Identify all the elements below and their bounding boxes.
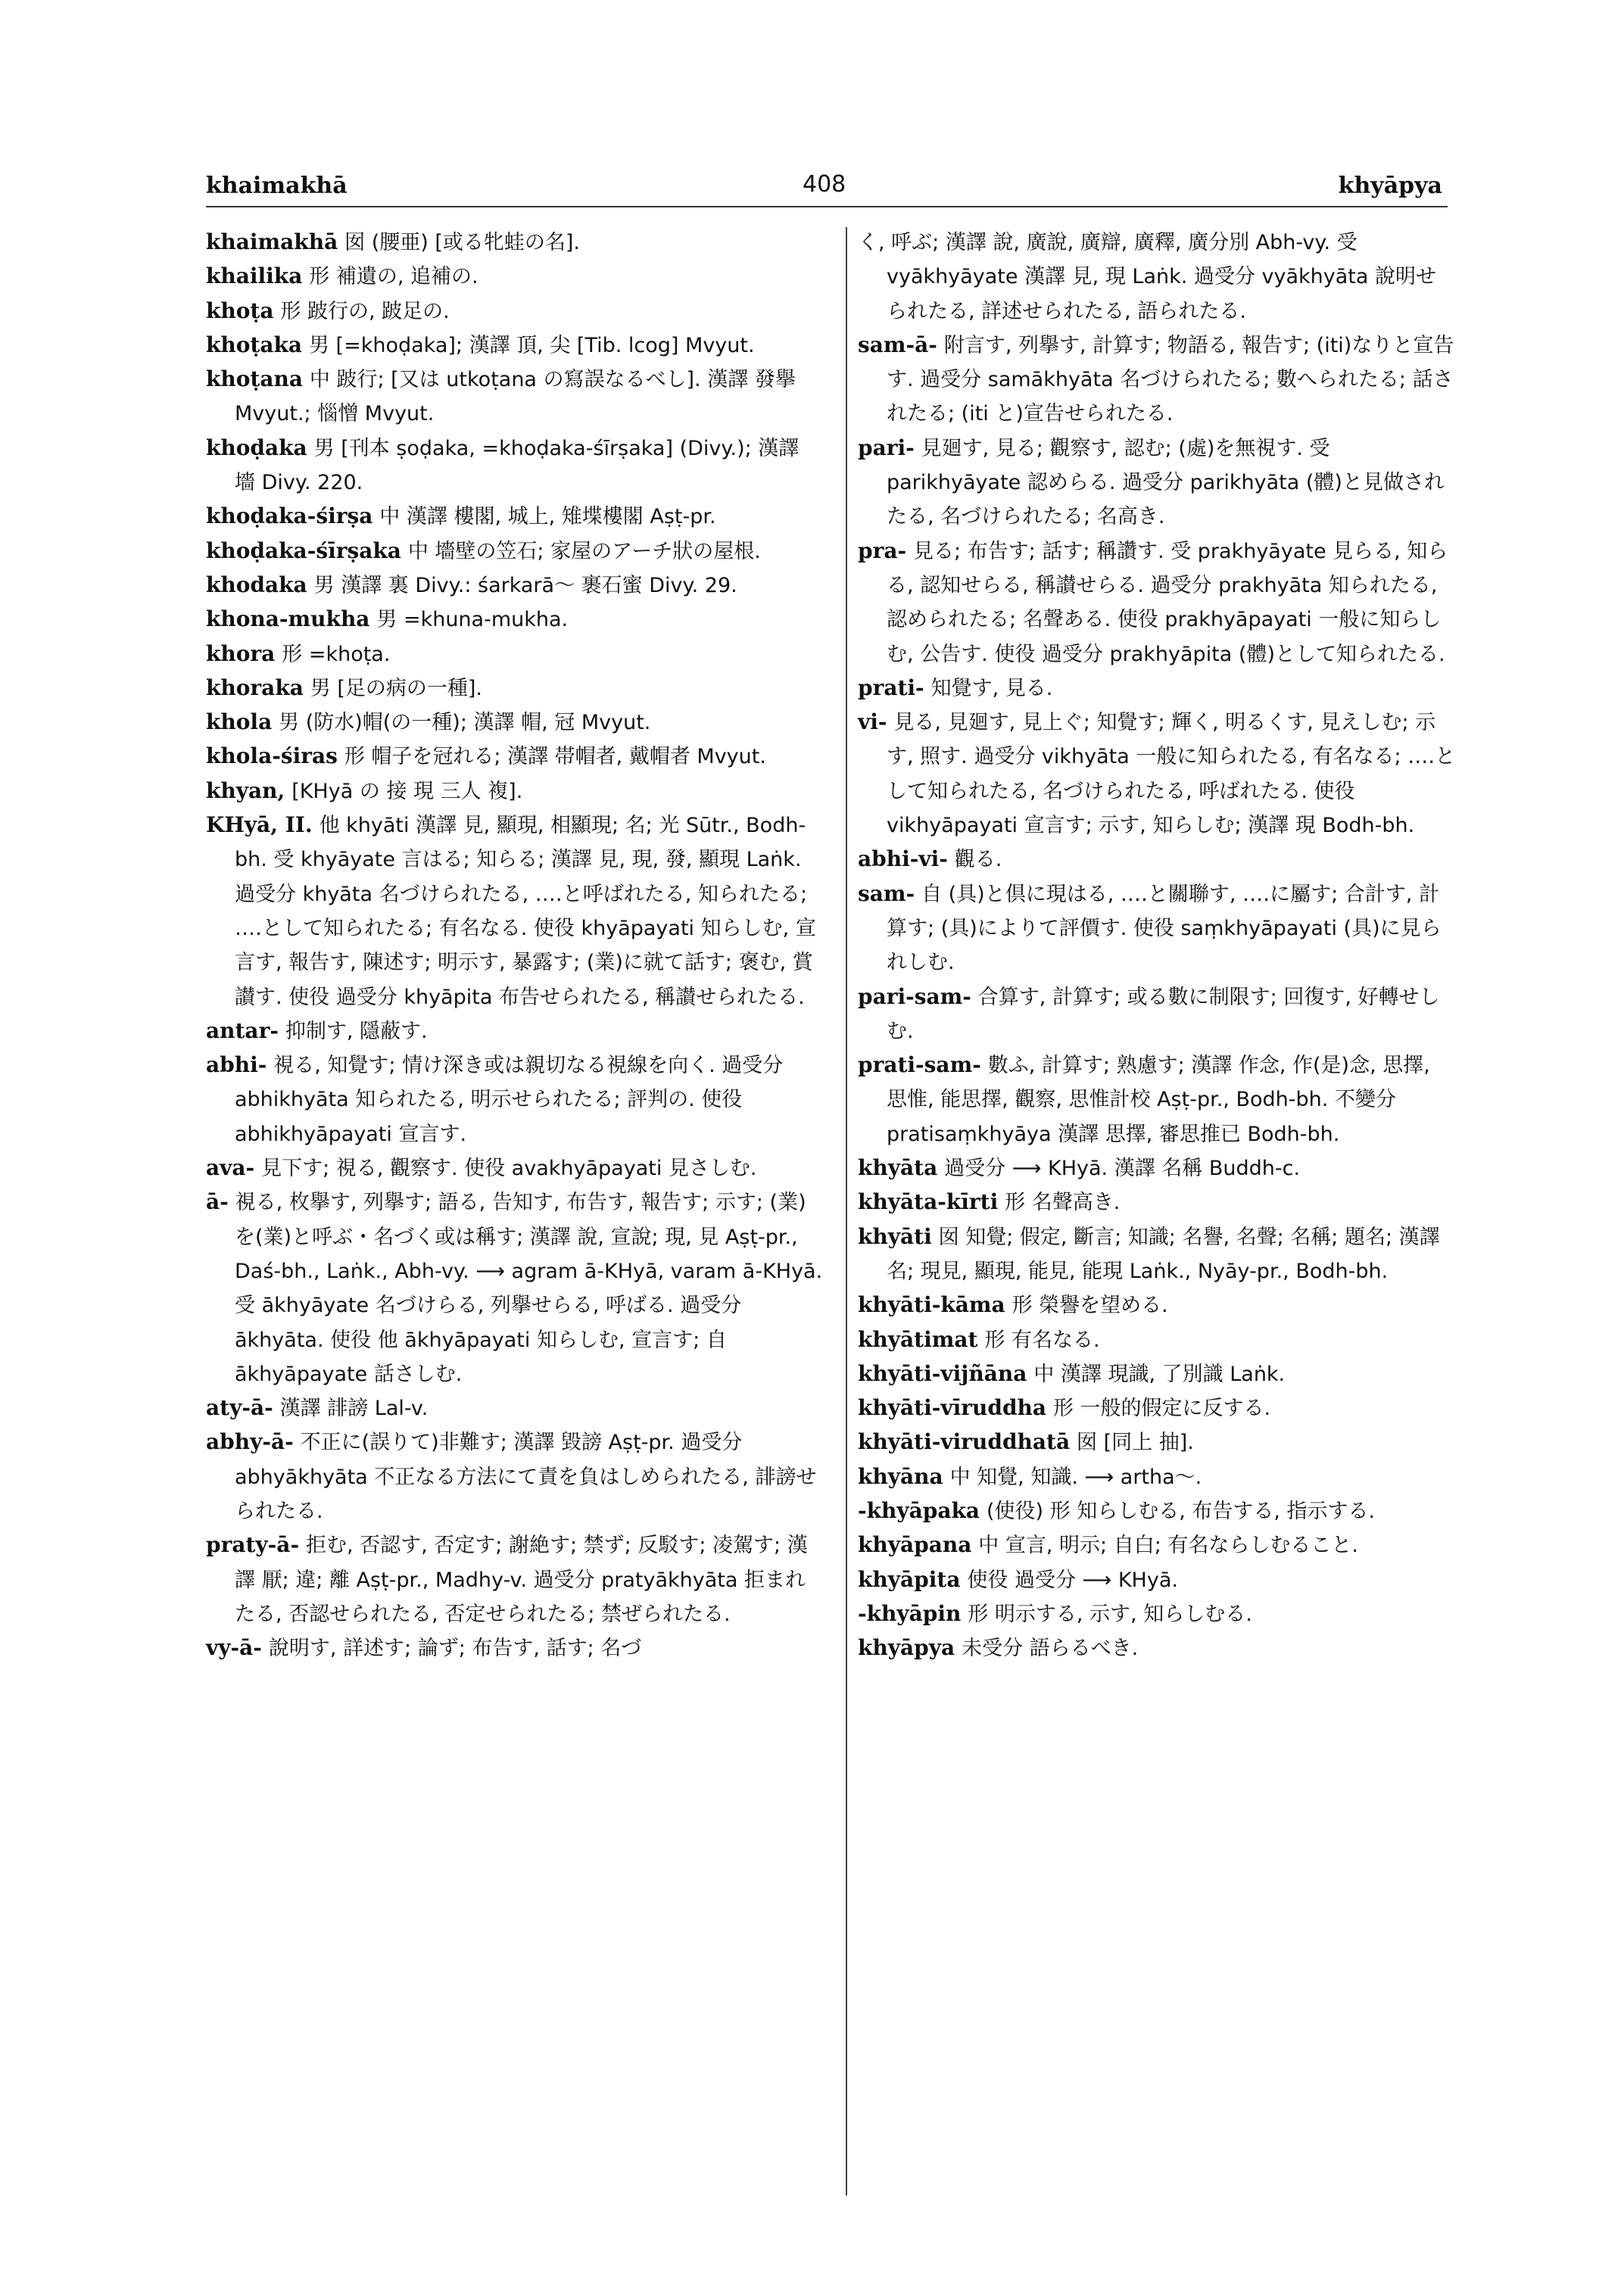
entry-definition: 形 明示する, 示す, 知らしむる. bbox=[968, 1602, 1252, 1626]
dictionary-entry bbox=[206, 329, 823, 363]
entry-definition: 中 漢譯 樓閣, 城上, 雉堞樓閣 Aṣṭ-pr. bbox=[379, 505, 716, 529]
entry-definition: 觀る. bbox=[954, 848, 1002, 872]
entry-definition: 中 跛行; [又は utkoṭana の寫誤なるべし]. 漢譯 發擧 Mvyut.; 惱憎 Mvyut. bbox=[235, 368, 796, 426]
entry-headword: khyāti-vijñāna bbox=[858, 1360, 1027, 1386]
entry-headword: khyan, bbox=[206, 777, 285, 803]
dictionary-entry bbox=[206, 808, 823, 1014]
dictionary-entry bbox=[858, 1220, 1456, 1289]
entry-headword: vi- bbox=[858, 709, 887, 735]
entry-definition: く, 呼ぶ; 漢譯 說, 廣說, 廣辯, 廣釋, 廣分別 Abh-vy. 受 vyākhyāyate 漢譯 見, 現 Laṅk. 過受分 vyākhyāta 說明せられたる, 詳述せられたる, 語られたる. bbox=[858, 231, 1436, 323]
entry-headword: khoḍaka-śirṣa bbox=[206, 503, 373, 529]
dictionary-entry bbox=[206, 740, 823, 774]
entry-definition: 他 khyāti 漢譯 見, 顯現, 相顯現; 名; 光 Sūtr., Bodh-bh. 受 khyāyate 言はる; 知らる; 漢譯 見, 現, 發, 顯現 Laṅk. 過受分 khyāta 名づけられたる, ‥‥と呼ばれたる, 知られたる; ‥‥として知られたる; 有名なる. 使役 khyāpayati 知らしむ, 宣言す, 報告す, 陳述す; 明示す, 暴露す; (業)に就て話す; 褒む, 賞讃す. 使役 過受分 khyāpita 布告せられたる, 稱讃せられたる. bbox=[235, 814, 816, 1009]
entry-definition: 男 [=khoḍaka]; 漢譯 頂, 尖 [Tib. lcog] Mvyut. bbox=[308, 333, 755, 357]
entry-definition: 中 宣言, 明示; 自白; 有名ならしむること. bbox=[978, 1534, 1358, 1558]
dictionary-entry bbox=[206, 1185, 823, 1391]
dictionary-entry bbox=[858, 1185, 1456, 1220]
entry-headword: khyāti-viruddhatā bbox=[858, 1429, 1071, 1455]
entry-headword: ava- bbox=[206, 1155, 255, 1181]
dictionary-entry bbox=[206, 569, 823, 603]
column-divider bbox=[846, 227, 847, 2195]
dictionary-entry bbox=[206, 260, 823, 294]
entry-definition: 數ふ, 計算す; 熟慮す; 漢譯 作念, 作(是)念, 思擇, 思惟, 能思擇, 觀察, 思惟計校 Aṣṭ-pr., Bodh-bh. 不變分 pratisaṃkhyāya 漢譯 思擇, 審思推已 Bodh-bh. bbox=[887, 1054, 1430, 1146]
entry-headword: khoṭaka bbox=[206, 332, 303, 357]
entry-headword: prati-sam- bbox=[858, 1052, 981, 1078]
dictionary-entry bbox=[206, 1151, 823, 1185]
running-head-left: khaimakhā bbox=[206, 173, 348, 199]
entry-definition: 不正に(誤りて)非難す; 漢譯 毀謗 Aṣṭ-pr. 過受分 abhyākhyāta 不正なる方法にて責を負はしめられたる, 誹謗せられたる. bbox=[235, 1431, 817, 1523]
entry-headword: khoḍaka-śīrṣaka bbox=[206, 537, 401, 563]
entry-definition: [KHyā の 接 現 三人 複]. bbox=[291, 779, 523, 803]
entry-headword: khyāta bbox=[858, 1155, 938, 1181]
entry-headword: khola bbox=[206, 709, 273, 735]
dictionary-entry bbox=[858, 1323, 1456, 1357]
dictionary-entry bbox=[206, 637, 823, 671]
dictionary-entry bbox=[858, 1391, 1456, 1425]
left-column bbox=[206, 226, 823, 1665]
dictionary-entry bbox=[858, 1494, 1456, 1528]
entry-definition: 男 [刊本 ṣoḍaka, =khoḍaka-śīrṣaka] (Divy.); 漢譯 墻 Divy. 220. bbox=[235, 436, 800, 495]
entry-definition: 形 名聲高き. bbox=[1005, 1191, 1121, 1215]
dictionary-entry bbox=[206, 500, 823, 534]
entry-definition: 合算す, 計算す; 或る數に制限す; 回復す, 好轉せしむ. bbox=[887, 985, 1440, 1043]
dictionary-entry bbox=[858, 980, 1456, 1049]
entry-headword: khyāti-kāma bbox=[858, 1292, 1005, 1318]
entry-definition: 見下す; 視る, 觀察す. 使役 avakhyāpayati 見さしむ. bbox=[261, 1157, 757, 1181]
dictionary-entry bbox=[858, 1528, 1456, 1562]
entry-definition: 形 跛行の, 跛足の. bbox=[280, 299, 450, 323]
entry-headword: khyāta-kīrti bbox=[858, 1189, 999, 1215]
entry-definition: 見る, 見廻す, 見上ぐ; 知覺す; 輝く, 明るくす, 見えしむ; 示す, 照す. 過受分 vikhyāta 一般に知られたる, 有名なる; ‥‥として知られたる, 名づけられたる, 呼ばれたる. 使役 vikhyāpayati 宣言す; 示す, 知らしむ; 漢譯 現 Bodh-bh. bbox=[887, 711, 1456, 838]
entry-headword: KHyā, II. bbox=[206, 812, 313, 838]
entry-headword: -khyāpaka bbox=[858, 1497, 980, 1523]
entry-definition: 形 榮譽を望める. bbox=[1011, 1294, 1168, 1318]
entry-headword: khyāpita bbox=[858, 1566, 961, 1592]
dictionary-entry bbox=[858, 1631, 1456, 1665]
entry-definition: 視る, 枚擧す, 列擧す; 語る, 告知す, 布告す, 報告す; 示す; (業)を(業)と呼ぶ・名づく或は稱す; 漢譯 說, 宣說; 現, 見 Aṣṭ-pr., Daś-bh., Laṅk., Abh-vy. ⟶ agram ā-KHyā, varam ā-KHyā. 受 ākhyāyate 名づけらる, 列擧せらる, 呼ばる. 過受分 ākhyāta. 使役 他 ākhyāpayati 知らしむ, 宣言す; 自 ākhyāpayate 話さしむ. bbox=[235, 1191, 823, 1386]
dictionary-entry bbox=[206, 363, 823, 431]
entry-headword: khyāna bbox=[858, 1463, 943, 1489]
entry-definition: 附言す, 列擧す, 計算す; 物語る, 報告す; (iti)なりと宣告す. 過受分 samākhyāta 名づけられたる; 數へられたる; 話されたる; (iti と)宣告せられたる. bbox=[887, 333, 1454, 426]
entry-definition: 拒む, 否認す, 否定す; 謝絶す; 禁ず; 反駁す; 凌駕す; 漢譯 厭; 違; 離 Aṣṭ-pr., Madhy-v. 過受分 pratyākhyāta 拒まれたる, 否認せられたる, 否定せられたる; 禁ぜられたる. bbox=[235, 1534, 808, 1626]
dictionary-entry bbox=[206, 1631, 823, 1665]
entry-headword: sam-ā- bbox=[858, 332, 937, 357]
entry-headword: khona-mukha bbox=[206, 606, 370, 632]
dictionary-entry bbox=[206, 774, 823, 808]
dictionary-entry bbox=[206, 1528, 823, 1631]
entry-headword: pra- bbox=[858, 537, 907, 563]
dictionary-entry bbox=[206, 1014, 823, 1048]
entry-headword: khyāti bbox=[858, 1223, 932, 1249]
dictionary-entry bbox=[858, 877, 1456, 980]
entry-headword: khola-śiras bbox=[206, 743, 338, 769]
dictionary-entry bbox=[206, 1425, 823, 1528]
entry-definition: 男 [足の病の一種]. bbox=[310, 676, 483, 700]
dictionary-entry bbox=[206, 671, 823, 706]
dictionary-entry bbox=[858, 1288, 1456, 1323]
entry-headword: khoḍaka bbox=[206, 435, 307, 460]
entry-definition: 見廻す, 見る; 觀察す, 認む; (處)を無視す. 受 parikhyāyate 認めらる. 過受分 parikhyāta (體)と見做されたる, 名づけられたる; 名高き. bbox=[887, 436, 1445, 529]
dictionary-entry bbox=[206, 534, 823, 569]
right-column bbox=[858, 226, 1456, 1665]
entry-definition: 使役 過受分 ⟶ KHyā. bbox=[967, 1568, 1178, 1592]
entry-headword: khora bbox=[206, 640, 276, 666]
dictionary-entry bbox=[858, 1357, 1456, 1391]
dictionary-entry bbox=[858, 1425, 1456, 1460]
dictionary-entry bbox=[858, 534, 1456, 671]
entry-definition: 囡 [同上 抽]. bbox=[1077, 1431, 1194, 1455]
dictionary-entry bbox=[206, 294, 823, 329]
entry-definition: 男 =khuna-mukha. bbox=[376, 608, 569, 632]
entry-definition: 形 帽子を冠れる; 漢譯 帯帽者, 戴帽者 Mvyut. bbox=[344, 745, 766, 769]
entry-definition: 形 一般的假定に反する. bbox=[1052, 1397, 1271, 1421]
entry-headword: khoraka bbox=[206, 675, 304, 700]
entry-headword: khaimakhā bbox=[206, 229, 338, 254]
entry-headword: khoṭa bbox=[206, 298, 274, 323]
dictionary-entry bbox=[206, 706, 823, 740]
entry-definition: 中 墻壁の笠石; 家屋のアーチ狀の屋根. bbox=[407, 539, 761, 563]
entry-definition: (使役) 形 知らしむる, 布告する, 指示する. bbox=[986, 1499, 1376, 1523]
entry-definition: 漢譯 誹謗 Lal-v. bbox=[279, 1397, 429, 1421]
entry-definition: 形 有名なる. bbox=[984, 1328, 1100, 1352]
dictionary-entry bbox=[206, 1391, 823, 1425]
entry-definition: 見る; 布告す; 話す; 稱讚す. 受 prakhyāyate 見らる, 知らる, 認知せらる, 稱讃せらる. 過受分 prakhyāta 知られたる, 認められたる; 名聲ある. 使役 prakhyāpayati 一般に知らしむ, 公告す. 使役 過受分 prakhyāpita (體)として知られたる. bbox=[887, 539, 1448, 666]
page-number: 408 bbox=[803, 171, 846, 198]
dictionary-entry bbox=[858, 1151, 1456, 1185]
entry-definition: 說明す, 詳述す; 論ず; 布告す, 話す; 名づ bbox=[268, 1637, 642, 1661]
entry-headword: khyāpana bbox=[858, 1532, 972, 1558]
dictionary-entry bbox=[206, 603, 823, 637]
entry-headword: praty-ā- bbox=[206, 1532, 300, 1558]
dictionary-entry bbox=[206, 226, 823, 260]
entry-definition: 男 漢譯 裏 Divy.: śarkarā〜 裹石蜜 Divy. 29. bbox=[313, 573, 737, 597]
dictionary-entry bbox=[858, 1048, 1456, 1151]
entry-headword: aty-ā- bbox=[206, 1395, 273, 1421]
entry-headword: sam- bbox=[858, 880, 915, 906]
entry-headword: khyātimat bbox=[858, 1326, 978, 1352]
dictionary-entry bbox=[206, 431, 823, 500]
entry-definition: 中 知覺, 知識. ⟶ artha〜. bbox=[949, 1465, 1202, 1489]
dictionary-entry bbox=[858, 226, 1456, 329]
entry-definition: 未受分 語らるべき. bbox=[962, 1637, 1139, 1661]
dictionary-entry bbox=[858, 706, 1456, 843]
dictionary-entry bbox=[858, 843, 1456, 877]
entry-definition: 知覺す, 見る. bbox=[930, 676, 1053, 700]
entry-definition: 形 補遺の, 追補の. bbox=[309, 265, 478, 289]
entry-headword: antar- bbox=[206, 1017, 279, 1043]
entry-definition: 形 =khoṭa. bbox=[282, 642, 391, 666]
entry-headword: pari-sam- bbox=[858, 983, 971, 1009]
dictionary-entry bbox=[858, 671, 1456, 706]
entry-definition: 過受分 ⟶ KHyā. 漢譯 名稱 Buddh-c. bbox=[944, 1157, 1301, 1181]
dictionary-entry bbox=[858, 329, 1456, 431]
running-head-right: khyāpya bbox=[1338, 173, 1442, 199]
entry-definition: 中 漢譯 現識, 了別識 Laṅk. bbox=[1033, 1362, 1286, 1386]
entry-headword: vy-ā- bbox=[206, 1635, 262, 1661]
entry-definition: 抑制す, 隱蔽す. bbox=[285, 1019, 428, 1043]
entry-headword: khoṭana bbox=[206, 366, 304, 392]
entry-definition: 囡 (腰亜) [或る牝蛙の名]. bbox=[344, 231, 581, 254]
entry-definition: 視る, 知覺す; 情け深き或は親切なる視線を向く. 過受分 abhikhyāta 知られたる, 明示せられたる; 評判の. 使役 abhikhyāpayati 宣言す. bbox=[235, 1054, 784, 1146]
entry-definition: 自 (具)と倶に現はる, ‥‥と關聯す, ‥‥に屬す; 合計す, 計算す; (具)によりて評價す. 使役 saṃkhyāpayati (具)に見られしむ. bbox=[887, 882, 1442, 975]
header-rule bbox=[206, 206, 1448, 207]
entry-headword: khyāpya bbox=[858, 1635, 955, 1661]
dictionary-entry bbox=[858, 1597, 1456, 1631]
entry-headword: prati- bbox=[858, 675, 924, 700]
entry-definition: 囡 知覺; 假定, 斷言; 知識; 名譽, 名聲; 名稱; 題名; 漢譯 名; 現見, 顯現, 能見, 能現 Laṅk., Nyāy-pr., Bodh-bh. bbox=[887, 1225, 1440, 1283]
entry-headword: khailika bbox=[206, 263, 303, 289]
dictionary-entry bbox=[858, 431, 1456, 534]
entry-definition: 男 (防水)帽(の一種); 漢譯 帽, 冠 Mvyut. bbox=[279, 711, 651, 735]
entry-headword: khodaka bbox=[206, 572, 307, 597]
entry-headword: abhi-vi- bbox=[858, 846, 948, 872]
entry-headword: ā- bbox=[206, 1189, 229, 1215]
entry-headword: abhy-ā- bbox=[206, 1429, 294, 1455]
entry-headword: -khyāpin bbox=[858, 1600, 962, 1626]
entry-headword: pari- bbox=[858, 435, 915, 460]
entry-headword: khyāti-vīruddha bbox=[858, 1395, 1047, 1421]
dictionary-entry bbox=[858, 1563, 1456, 1597]
dictionary-entry bbox=[206, 1048, 823, 1151]
dictionary-entry bbox=[858, 1460, 1456, 1494]
entry-headword: abhi- bbox=[206, 1052, 267, 1078]
